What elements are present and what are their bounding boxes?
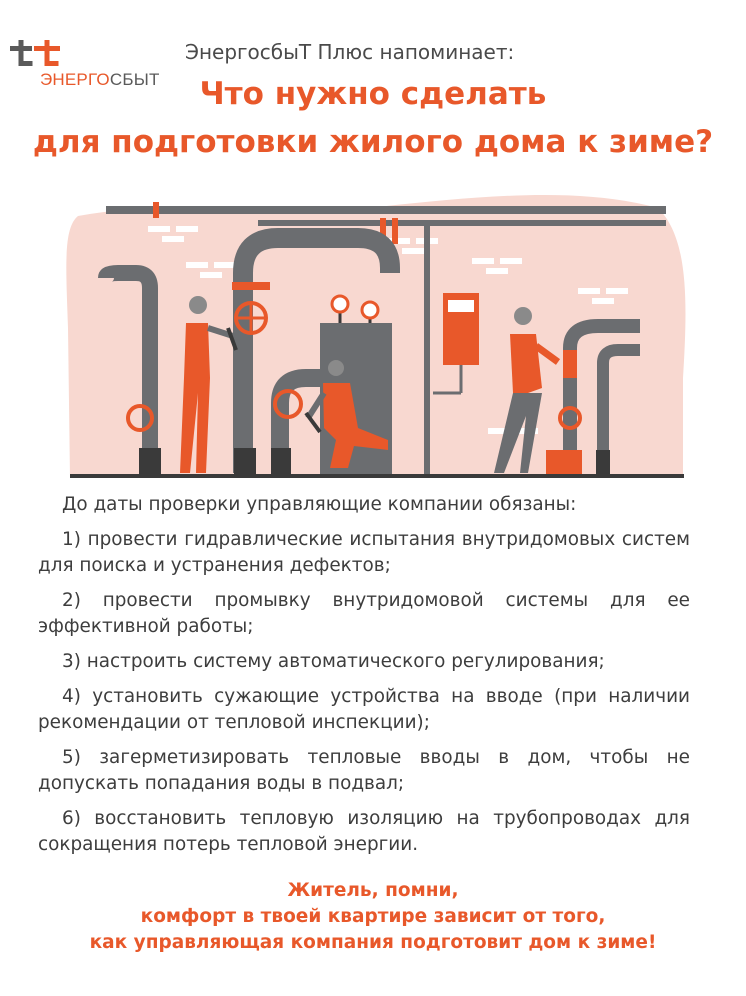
page-title-line-2: для подготовки жилого дома к зиме? xyxy=(32,124,714,160)
footer-reminder xyxy=(0,878,746,956)
logo-wordmark: ЭНЕРГОСБЫТ xyxy=(40,70,160,89)
obligation-item-1: 1) провести гидравлические испытания внутридомовых систем для поиска и устранения дефектов; xyxy=(38,529,690,576)
obligation-item-6: 6) восстановить тепловую изоляцию на трубопроводах для сокращения потерь тепловой энергии. xyxy=(38,808,690,855)
footer-line-3: как управляющая компания подготовит дом к зиме! xyxy=(89,932,657,953)
page-title-line-1: Что нужно сделать xyxy=(199,76,547,112)
obligation-item-2: 2) провести промывку внутридомовой системы для ее эффективной работы; xyxy=(38,590,690,637)
footer-line-2: комфорт в твоей квартире зависит от того, xyxy=(140,906,606,927)
reminder-heading: ЭнергосбыТ Плюс напоминает: xyxy=(185,40,515,64)
obligation-item-3: 3) настроить систему автоматического регулирования; xyxy=(62,651,605,672)
obligation-item-4: 4) установить сужающие устройства на вводе (при наличии рекомендации от тепловой инспекции); xyxy=(38,686,690,733)
obligations-text xyxy=(38,492,690,867)
basement-workers-illustration xyxy=(58,178,688,483)
footer-line-1: Житель, помни, xyxy=(287,880,459,901)
obligation-item-5: 5) загерметизировать тепловые вводы в дом, чтобы не допускать попадания воды в подвал; xyxy=(38,747,690,794)
obligations-intro: До даты проверки управляющие компании обязаны: xyxy=(62,494,577,515)
